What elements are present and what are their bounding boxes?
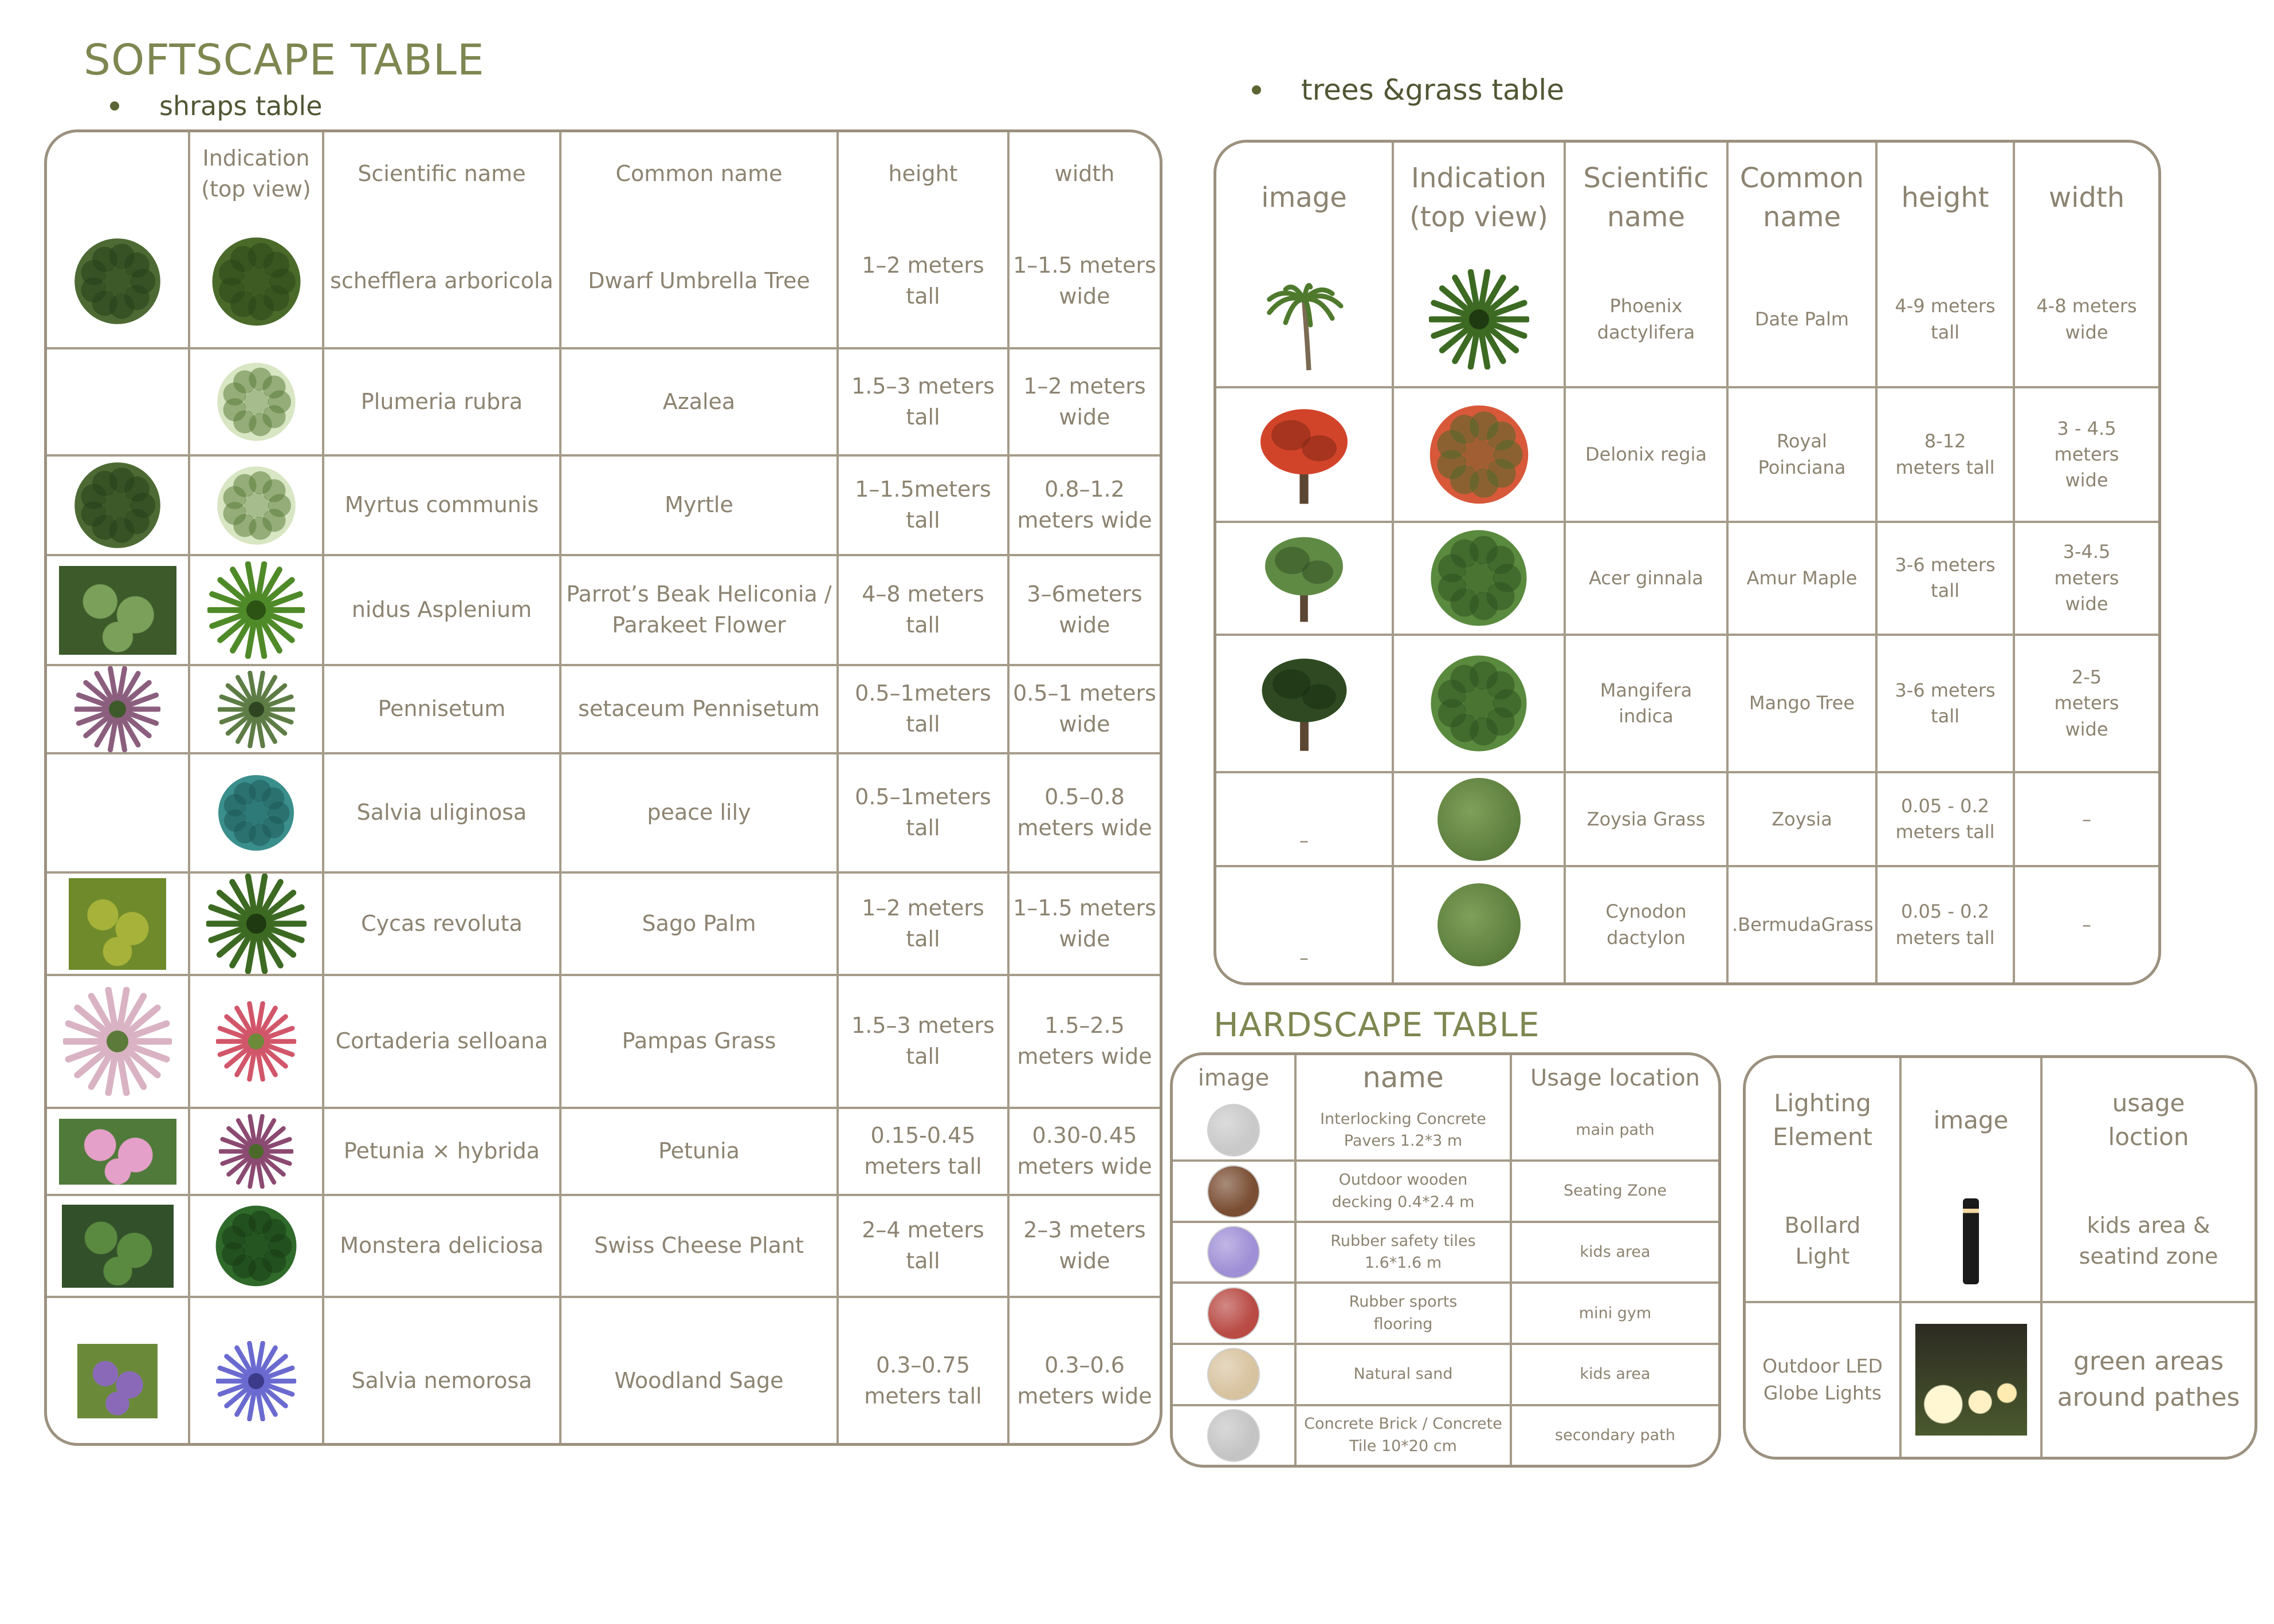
plant-height: 0.5–1meters tall: [838, 753, 1008, 872]
table-row: [1746, 1182, 2255, 1302]
plant-height: 1–2 meters tall: [838, 215, 1008, 348]
palm-top-view-icon: [206, 874, 307, 974]
plant-image-cell: [47, 1195, 189, 1297]
table-row: [47, 872, 1160, 975]
material-swatch-cell: [1173, 1283, 1295, 1344]
scientific-name: Myrtus communis: [323, 455, 560, 555]
header-usage: usage loction: [2041, 1058, 2255, 1182]
table-header-row: [1216, 143, 2158, 253]
common-name: Pampas Grass: [560, 975, 838, 1108]
material-swatch-icon: [1207, 1287, 1260, 1340]
common-name: .BermudaGrass: [1727, 866, 1876, 982]
grass-photo-icon: [74, 666, 160, 752]
sage-photo-icon: [77, 1344, 158, 1418]
scientific-name: Petunia × hybrida: [323, 1108, 560, 1195]
scientific-name: Monstera deliciosa: [323, 1195, 560, 1297]
header-height: height: [1876, 143, 2014, 253]
plant-height: 4–8 meters tall: [838, 555, 1008, 665]
table-row: [47, 348, 1160, 455]
trees-subtitle-text: trees &grass table: [1301, 73, 1565, 107]
plant-image-cell: [47, 348, 189, 455]
plant-image-cell: [47, 665, 189, 753]
purple-flower-top-view-icon: [216, 1341, 296, 1421]
header-common-name: Common name: [560, 132, 838, 215]
flowering-shrub-top-view-icon: [212, 461, 301, 550]
plant-image-cell: [47, 872, 189, 975]
plant-top-view-cell: [189, 872, 323, 975]
grass-circle-icon: [1438, 778, 1521, 861]
petunia-top-view-icon: [219, 1114, 293, 1189]
tree-top-view-cell: [1393, 866, 1565, 982]
hardscape-table: [1170, 1052, 1721, 1468]
shrub-photo-icon: [69, 457, 166, 554]
plant-width: 0.5–0.8 meters wide: [1008, 753, 1160, 872]
plant-top-view-cell: [189, 1195, 323, 1297]
shrubs-subtitle: [110, 91, 323, 121]
header-scientific-name: Scientific name: [1565, 143, 1727, 253]
tree-width: 3-4.5 meters wide: [2014, 522, 2158, 634]
material-swatch-cell: [1173, 1101, 1295, 1161]
mango-photo-icon: [1251, 650, 1357, 756]
tree-image-cell: [1216, 635, 1393, 773]
bullet-icon: [1252, 85, 1261, 95]
common-name: Azalea: [560, 348, 838, 455]
material-name: Concrete Brick / Concrete Tile 10*20 cm: [1295, 1405, 1511, 1465]
plant-image-cell: [47, 215, 189, 348]
plant-width: 0.5–1 meters wide: [1008, 665, 1160, 753]
plant-width: 1–2 meters wide: [1008, 348, 1160, 455]
plant-top-view-cell: [189, 1108, 323, 1195]
shrubs-subtitle-text: shraps table: [159, 91, 323, 121]
header-indication: Indication (top view): [189, 132, 323, 215]
header-width: width: [2014, 143, 2158, 253]
plant-image-cell: [47, 555, 189, 665]
plant-height: 1–2 meters tall: [838, 872, 1008, 975]
plant-width: 1–1.5 meters wide: [1008, 215, 1160, 348]
table-row: [1216, 772, 2158, 866]
material-name: Outdoor wooden decking 0.4*2.4 m: [1295, 1161, 1511, 1222]
table-row: [47, 753, 1160, 872]
header-image: [47, 132, 189, 215]
softscape-title: SOFTSCAPE TABLE: [84, 36, 485, 85]
plant-width: 1–1.5 meters wide: [1008, 872, 1160, 975]
common-name: Zoysia: [1727, 772, 1876, 866]
table-header-row: [1746, 1058, 2255, 1182]
grass-circle-icon: [1438, 883, 1521, 966]
header-usage-location: Usage location: [1511, 1055, 1718, 1101]
scientific-name: Salvia nemorosa: [323, 1297, 560, 1446]
table-row: [1173, 1161, 1718, 1222]
scientific-name: Mangifera indica: [1565, 635, 1727, 773]
header-height: height: [838, 132, 1008, 215]
scientific-name: nidus Asplenium: [323, 555, 560, 665]
plant-width: 1.5–2.5 meters wide: [1008, 975, 1160, 1108]
hardscape-title: HARDSCAPE TABLE: [1213, 1005, 1540, 1044]
plant-image-cell: [47, 1108, 189, 1195]
table-row: [1173, 1222, 1718, 1283]
plant-top-view-cell: [189, 665, 323, 753]
table-row: [47, 975, 1160, 1108]
table-row: [1173, 1405, 1718, 1465]
usage-location: mini gym: [1511, 1283, 1718, 1344]
lighting-image-cell: [1900, 1182, 2041, 1302]
tree-top-view-cell: [1393, 387, 1565, 522]
tree-top-view-cell: [1393, 635, 1565, 773]
usage-location: secondary path: [1511, 1405, 1718, 1465]
plant-height: 0.3–0.75 meters tall: [838, 1297, 1008, 1446]
common-name: Parrot’s Beak Heliconia / Parakeet Flower: [560, 555, 838, 665]
scientific-name: Zoysia Grass: [1565, 772, 1727, 866]
header-indication: Indication (top view): [1393, 143, 1565, 253]
common-name: Date Palm: [1727, 253, 1876, 387]
material-swatch-icon: [1207, 1104, 1260, 1157]
maple-photo-icon: [1255, 529, 1353, 627]
usage-location: Seating Zone: [1511, 1161, 1718, 1222]
tree-width: 3 - 4.5 meters wide: [2014, 387, 2158, 522]
header-image: image: [1173, 1055, 1295, 1101]
plant-height: 0.5–1meters tall: [838, 665, 1008, 753]
table-row: [47, 665, 1160, 753]
plant-image-cell: [47, 1297, 189, 1446]
tree-height: 3-6 meters tall: [1876, 635, 2014, 773]
trees-subtitle: [1252, 73, 1564, 107]
flowering-shrub-top-view-icon: [212, 357, 301, 446]
table-row: [1216, 253, 2158, 387]
tree-height: 0.05 - 0.2 meters tall: [1876, 772, 2014, 866]
tree-height: 4-9 meters tall: [1876, 253, 2014, 387]
tree-image-cell: [1216, 387, 1393, 522]
plant-top-view-cell: [189, 1297, 323, 1446]
tree-image-cell: –: [1216, 772, 1393, 866]
usage-location: kids area: [1511, 1344, 1718, 1405]
red-grass-top-view-icon: [216, 1001, 296, 1082]
plant-top-view-cell: [189, 975, 323, 1108]
tree-top-view-icon: [1424, 524, 1533, 632]
plant-height: 0.15-0.45 meters tall: [838, 1108, 1008, 1195]
tree-top-view-cell: [1393, 253, 1565, 387]
common-name: peace lily: [560, 753, 838, 872]
lighting-table: [1743, 1055, 2257, 1460]
shrub-top-view-icon: [206, 231, 307, 332]
common-name: Mango Tree: [1727, 635, 1876, 773]
scientific-name: Delonix regia: [1565, 387, 1727, 522]
scientific-name: Cortaderia selloana: [323, 975, 560, 1108]
trees-table: [1213, 140, 2161, 985]
scientific-name: Phoenix dactylifera: [1565, 253, 1727, 387]
monstera-photo-icon: [62, 1205, 174, 1288]
common-name: Amur Maple: [1727, 522, 1876, 634]
usage-location: kids area: [1511, 1222, 1718, 1283]
tree-width: –: [2014, 772, 2158, 866]
grass-top-view-icon: [218, 671, 295, 748]
table-row: [1746, 1302, 2255, 1457]
common-name: Petunia: [560, 1108, 838, 1195]
plant-top-view-cell: [189, 555, 323, 665]
plant-width: 3–6meters wide: [1008, 555, 1160, 665]
bollard-light-photo-icon: [1963, 1198, 1979, 1284]
header-width: width: [1008, 132, 1160, 215]
tree-top-view-icon: [1424, 649, 1533, 758]
lighting-usage: green areas around pathes: [2041, 1302, 2255, 1457]
table-row: [1216, 635, 2158, 773]
material-name: Interlocking Concrete Pavers 1.2*3 m: [1295, 1101, 1511, 1161]
scientific-name: Acer ginnala: [1565, 522, 1727, 634]
plant-height: 1.5–3 meters tall: [838, 348, 1008, 455]
header-lighting-element: Lighting Element: [1746, 1058, 1900, 1182]
common-name: Swiss Cheese Plant: [560, 1195, 838, 1297]
plant-top-view-cell: [189, 348, 323, 455]
lighting-usage: kids area & seatind zone: [2041, 1182, 2255, 1302]
tree-height: 3-6 meters tall: [1876, 522, 2014, 634]
fern-top-view-icon: [207, 561, 305, 659]
material-name: Natural sand: [1295, 1344, 1511, 1405]
table-row: [47, 1195, 1160, 1297]
table-row: [1173, 1344, 1718, 1405]
tree-width: –: [2014, 866, 2158, 982]
material-swatch-cell: [1173, 1161, 1295, 1222]
lighting-element-name: Bollard Light: [1746, 1182, 1900, 1302]
tree-height: 8-12 meters tall: [1876, 387, 2014, 522]
fern-photo-icon: [59, 566, 176, 655]
tree-height: 0.05 - 0.2 meters tall: [1876, 866, 2014, 982]
table-row: [47, 455, 1160, 555]
scientific-name: Plumeria rubra: [323, 348, 560, 455]
plant-image-cell: [47, 975, 189, 1108]
globe-lights-photo-icon: [1915, 1324, 2027, 1436]
plant-height: 2–4 meters tall: [838, 1195, 1008, 1297]
table-header-row: [47, 132, 1160, 215]
header-image: image: [1216, 143, 1393, 253]
material-swatch-icon: [1207, 1165, 1260, 1218]
material-swatch-cell: [1173, 1405, 1295, 1465]
tree-image-cell: [1216, 522, 1393, 634]
poinciana-photo-icon: [1250, 400, 1358, 509]
red-tree-top-view-icon: [1423, 399, 1535, 510]
common-name: Royal Poinciana: [1727, 387, 1876, 522]
monstera-top-view-icon: [210, 1200, 302, 1292]
header-scientific-name: Scientific name: [323, 132, 560, 215]
usage-location: main path: [1511, 1101, 1718, 1161]
material-swatch-icon: [1207, 1409, 1260, 1462]
tree-top-view-cell: [1393, 522, 1565, 634]
blue-flower-top-view-icon: [213, 770, 299, 856]
scientific-name: Salvia uliginosa: [323, 753, 560, 872]
flowerbed-photo-icon: [59, 1119, 176, 1185]
table-row: [1216, 387, 2158, 522]
common-name: Sago Palm: [560, 872, 838, 975]
table-row: [1173, 1101, 1718, 1161]
plant-height: 1.5–3 meters tall: [838, 975, 1008, 1108]
material-name: Rubber sports flooring: [1295, 1283, 1511, 1344]
plant-height: 1–1.5meters tall: [838, 455, 1008, 555]
palm-photo-icon: [69, 878, 166, 970]
common-name: Woodland Sage: [560, 1297, 838, 1446]
plant-image-cell: [47, 455, 189, 555]
table-row: [47, 1297, 1160, 1446]
plant-top-view-cell: [189, 753, 323, 872]
header-image: image: [1900, 1058, 2041, 1182]
plant-top-view-cell: [189, 455, 323, 555]
common-name: setaceum Pennisetum: [560, 665, 838, 753]
tree-image-cell: [1216, 253, 1393, 387]
scientific-name: Cynodon dactylon: [1565, 866, 1727, 982]
scientific-name: Pennisetum: [323, 665, 560, 753]
bullet-icon: [110, 101, 119, 111]
common-name: Dwarf Umbrella Tree: [560, 215, 838, 348]
pampas-photo-icon: [63, 987, 172, 1096]
table-row: [47, 215, 1160, 348]
material-name: Rubber safety tiles 1.6*1.6 m: [1295, 1222, 1511, 1283]
tree-image-cell: –: [1216, 866, 1393, 982]
common-name: Myrtle: [560, 455, 838, 555]
header-common-name: Common name: [1727, 143, 1876, 253]
plant-width: 0.3–0.6 meters wide: [1008, 1297, 1160, 1446]
table-row: [47, 555, 1160, 665]
shrub-photo-icon: [69, 233, 166, 330]
plant-width: 0.30-0.45 meters wide: [1008, 1108, 1160, 1195]
shrubs-table: [44, 129, 1162, 1446]
material-swatch-cell: [1173, 1344, 1295, 1405]
scientific-name: schefflera arboricola: [323, 215, 560, 348]
scientific-name: Cycas revoluta: [323, 872, 560, 975]
tree-top-view-cell: [1393, 772, 1565, 866]
lighting-image-cell: [1900, 1302, 2041, 1457]
tree-width: 2-5 meters wide: [2014, 635, 2158, 773]
palm-top-view-icon: [1429, 269, 1529, 369]
table-row: [1216, 522, 2158, 634]
lighting-element-name: Outdoor LED Globe Lights: [1746, 1302, 1900, 1457]
material-swatch-icon: [1207, 1348, 1260, 1401]
table-row: [1173, 1283, 1718, 1344]
header-name: name: [1295, 1055, 1511, 1101]
material-swatch-icon: [1207, 1226, 1260, 1279]
plant-top-view-cell: [189, 215, 323, 348]
plant-image-cell: [47, 753, 189, 872]
plant-width: 0.8–1.2 meters wide: [1008, 455, 1160, 555]
plant-width: 2–3 meters wide: [1008, 1195, 1160, 1297]
table-row: [1216, 866, 2158, 982]
tree-width: 4-8 meters wide: [2014, 253, 2158, 387]
date-palm-photo-icon: [1264, 268, 1344, 372]
table-row: [47, 1108, 1160, 1195]
material-swatch-cell: [1173, 1222, 1295, 1283]
table-header-row: [1173, 1055, 1718, 1101]
